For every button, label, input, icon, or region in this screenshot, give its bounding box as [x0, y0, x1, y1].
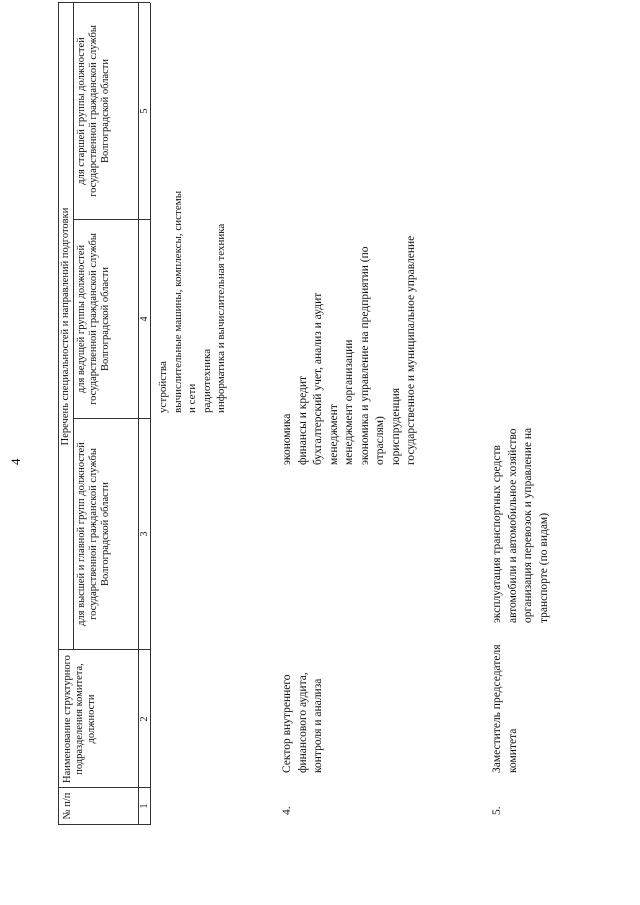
col-number-3: 3: [139, 531, 150, 537]
row-5-specialties: эксплуатация транспортных средств автомобили и автомобильное хозяйство организация перевозок и управление на транспорте (по видам): [491, 427, 550, 623]
table-col-divider-1: [58, 787, 150, 788]
row-4-unit-name: Сектор внутреннего финансового аудита, контроля и анализа: [281, 672, 324, 773]
header-specialties-group: Перечень специальностей и направлений подготовки: [60, 207, 71, 446]
header-senior-group: для старшей группы должностей государственной гражданской службы Волгоградской области: [76, 25, 111, 197]
table-col-divider-4: [73, 219, 150, 220]
col-number-2: 2: [139, 716, 150, 722]
header-leading-group: для ведущей группы должностей государственной гражданской службы Волгоградской области: [76, 233, 111, 405]
row-5-number: 5.: [491, 806, 503, 815]
col-number-4: 4: [139, 316, 150, 322]
table-col-divider-3: [73, 418, 150, 419]
header-num: № п/п: [62, 792, 73, 820]
row-4-number: 4.: [281, 806, 293, 815]
table-border-top: [58, 3, 59, 825]
col-number-5: 5: [139, 108, 150, 114]
header-higher-main-groups: для высшей и главной групп должностей государственной гражданской службы Волгоградской области: [76, 442, 111, 626]
row-4-specialties: экономика финансы и кредит бухгалтерский учет, анализ и аудит менеджмент менеджмент организации экономика и управление на предприятии (по отраслям) юриспруденция государственное и муниципальное управление: [281, 235, 417, 465]
header-structural-unit: Наименование структурного подразделения комитета, должности: [62, 655, 97, 783]
continued-specialties: устройства вычислительные машины, комплексы, системы и сети радиотехника информатика и вычислительная техника: [157, 190, 227, 413]
page-number: 4: [8, 458, 23, 465]
row-5-position-name: Заместитель председателя комитета: [491, 644, 519, 773]
table-border-left: [58, 824, 150, 825]
col-number-1: 1: [139, 803, 150, 809]
table-border-numbers-bottom: [150, 3, 151, 825]
table-group-divider: [73, 3, 74, 650]
